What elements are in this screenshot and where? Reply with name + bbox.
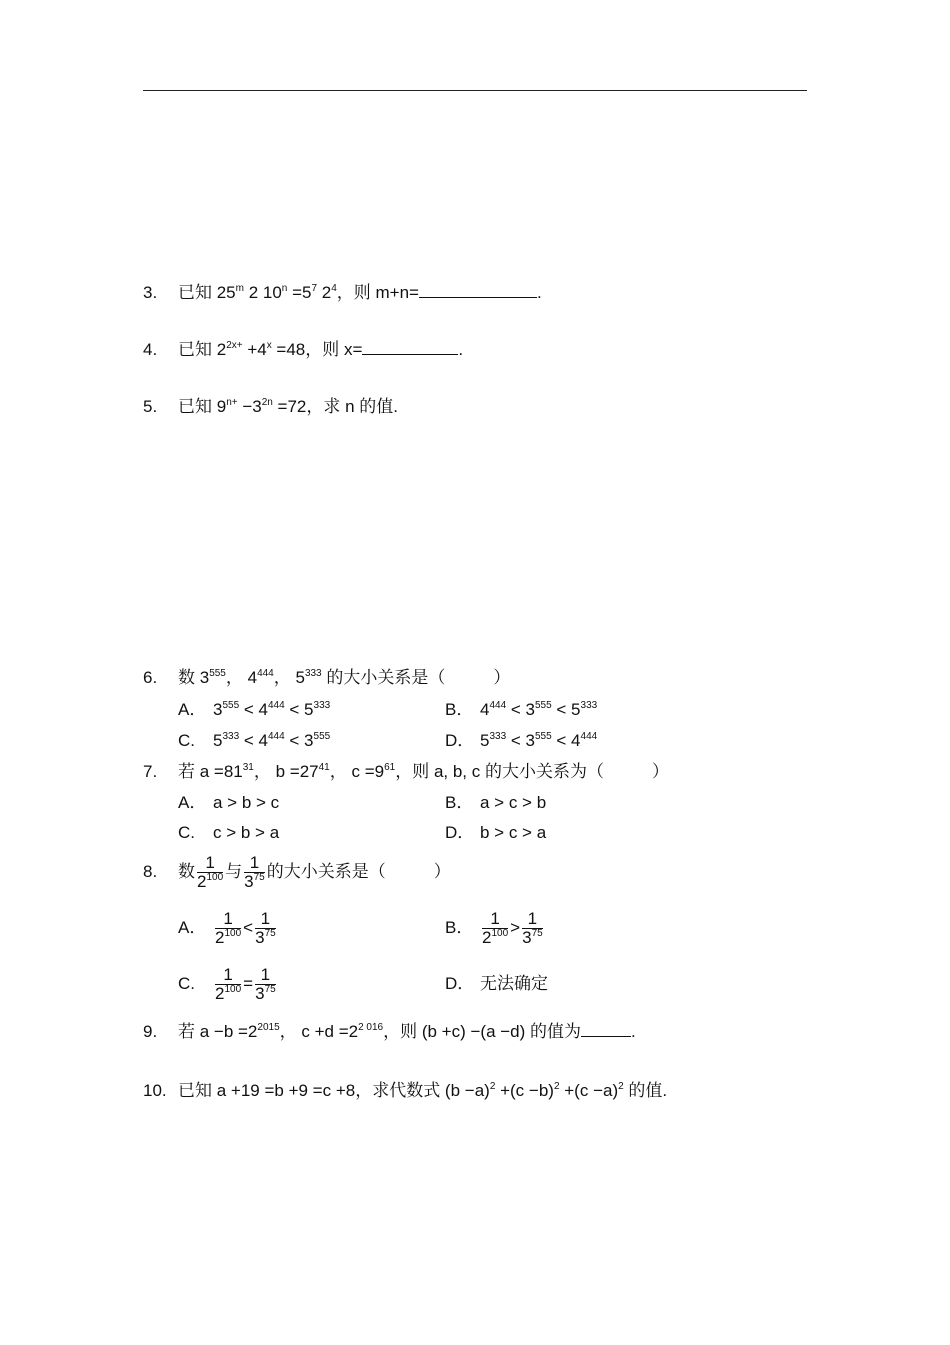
question-number: 9. [143,1022,158,1041]
question-10: 10. 已知 a +19 =b +9 =c +8，求代数式 $(b -a)^2 +(c -b)^2 +(c -a)^2$ 的值. [143,1081,668,1100]
option-b[interactable]: B． $4^{444} < 3^{555} < 5^{333}$ [445,700,598,719]
fraction: $\frac{1}{3^{75}}$ [522,909,543,948]
question-8: 8. 数 $\frac{1}{2^{100}}$ 与 $\frac{1}{3^{75}}$ 的大小关系是（ ） [143,853,451,892]
question-number: 6. [143,668,158,687]
option-b[interactable]: B． $\frac{1}{2^{100}}$ > $\frac{1}{3^{75}}$ [445,909,543,948]
fraction: $\frac{1}{3^{75}}$ [244,853,265,892]
option-c[interactable]: C. $\frac{1}{2^{100}}$ = $\frac{1}{3^{75}}$ [178,965,276,1004]
option-d[interactable]: D． $5^{333} < 3^{555} < 4^{444}$ [445,731,598,750]
question-3: 3. 已知 25$^m$ 2 $10^n =5^7$ $2^4$，则 m+n= . [143,283,542,302]
option-a[interactable]: A． $\frac{1}{2^{100}}$ < $\frac{1}{3^{75}}$ [178,909,276,948]
option-a[interactable]: A． $3^{555} < 4^{444} < 5^{333}$ [178,700,331,719]
fraction: $\frac{1}{2^{100}}$ [215,909,242,948]
fraction: $\frac{1}{3^{75}}$ [255,965,276,1004]
question-7: 7. 若 $a =81^{31}$， $b =27^{41}$， $c =9^{61}$，则 a, b, c 的大小关系为（ ） [143,762,669,781]
question-4: 4. 已知 $2^{2x+} +4^x =48$，则 x= . [143,340,464,359]
fraction: $\frac{1}{2^{100}}$ [482,909,509,948]
option-b[interactable]: B． a > c > b [445,793,547,812]
question-number: 10. [143,1081,167,1100]
question-number: 4. [143,340,158,359]
answer-blank[interactable] [419,282,537,298]
question-number: 8. [143,862,158,881]
option-d[interactable]: D． 无法确定 [445,974,548,993]
option-d[interactable]: D． b > c > a [445,823,547,842]
option-a[interactable]: A． a > b > c [178,793,280,812]
question-9: 9. 若 $a -b =2^{2015}$， $c +d =2^{2 016}$，则 (b +c) −(a −d) 的值为 . [143,1022,636,1041]
question-number: 5. [143,397,158,416]
answer-blank[interactable] [362,339,458,355]
question-number: 3. [143,283,158,302]
question-number: 7. [143,762,158,781]
header-rule [143,90,807,91]
question-5: 5. 已知 $9^{n+} -3^{2n} =72$，求 n 的值. [143,397,399,416]
fraction: $\frac{1}{3^{75}}$ [255,909,276,948]
fraction: $\frac{1}{2^{100}}$ [197,853,224,892]
option-c[interactable]: C. $5^{333} < 4^{444} < 3^{555}$ [178,731,331,750]
question-6: 6. 数 $3^{555}$， $4^{444}$， $5^{333}$ 的大小关系是（ ） [143,668,511,687]
answer-blank[interactable] [581,1021,631,1037]
fraction: $\frac{1}{2^{100}}$ [215,965,242,1004]
option-c[interactable]: C. c > b > a [178,823,280,842]
